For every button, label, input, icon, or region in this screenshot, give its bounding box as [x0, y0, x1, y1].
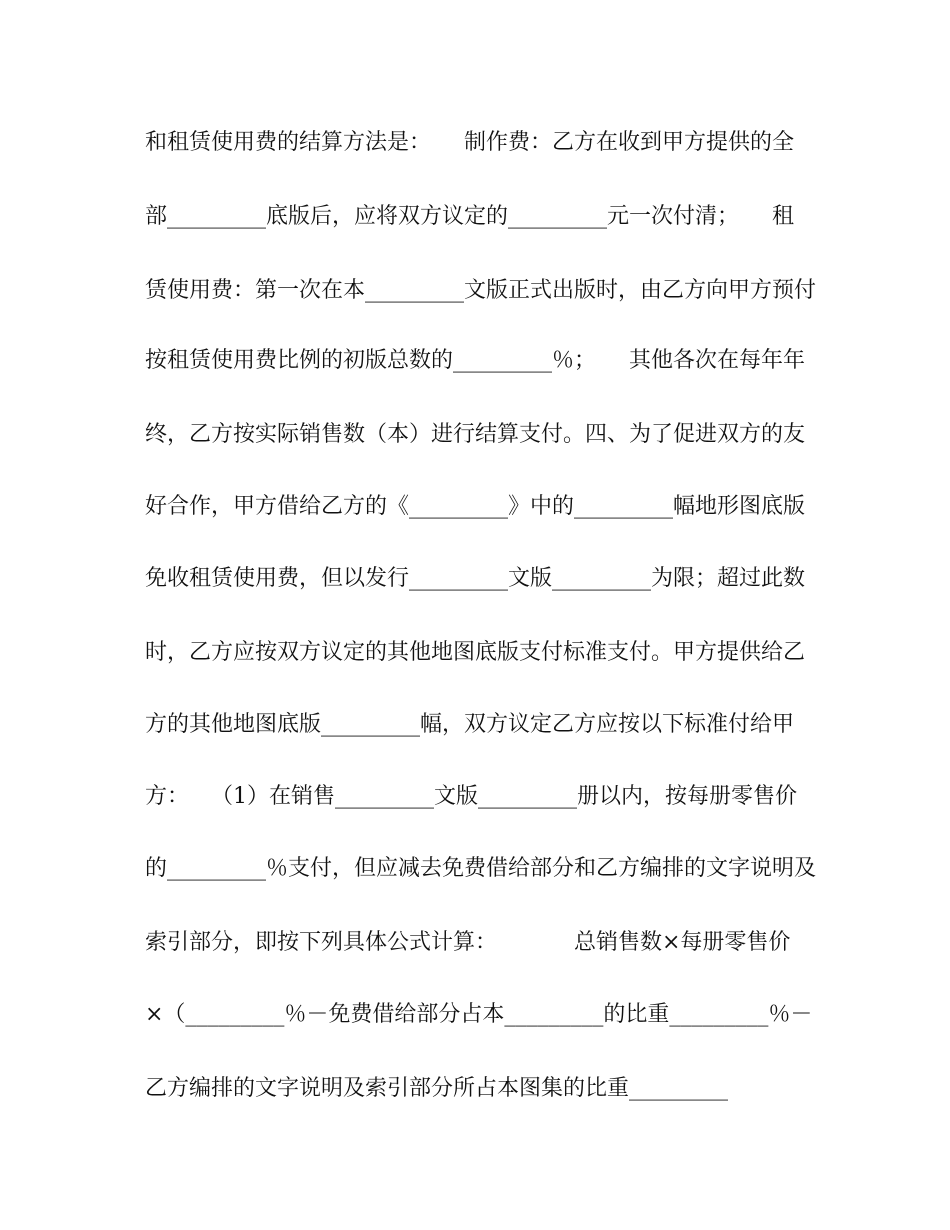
text-line: 方： （1）在销售_________文版_________册以内，按每册零售价	[145, 784, 797, 809]
text-line: 和租赁使用费的结算方法是： 制作费：乙方在收到甲方提供的全	[145, 130, 795, 155]
text-line: 的_________％支付，但应减去免费借给部分和乙方编排的文字说明及	[145, 856, 817, 881]
text-line: 按租赁使用费比例的初版总数的_________％； 其他各次在每年年	[145, 348, 806, 373]
text-line: 时，乙方应按双方议定的其他地图底版支付标准支付。甲方提供给乙	[145, 640, 806, 665]
text-line: 赁使用费：第一次在本_________文版正式出版时，由乙方向甲方预付	[145, 278, 817, 303]
text-line: 方的其他地图底版_________幅，双方议定乙方应按以下标准付给甲	[145, 712, 795, 737]
text-line: 乙方编排的文字说明及索引部分所占本图集的比重_________	[145, 1076, 729, 1101]
text-line: 终，乙方按实际销售数（本）进行结算支付。四、为了促进双方的友	[145, 422, 806, 447]
text-line: 部_________底版后，应将双方议定的_________元一次付清； 租	[145, 204, 795, 229]
text-line: 好合作，甲方借给乙方的《_________》中的_________幅地形图底版	[145, 494, 806, 519]
text-line: 索引部分，即按下列具体公式计算： 总销售数×每册零售价	[145, 930, 791, 955]
text-line: 免收租赁使用费，但以发行_________文版_________为限；超过此数	[145, 566, 806, 591]
text-line: ×（_________％－免费借给部分占本_________的比重_________％－	[145, 1002, 813, 1027]
